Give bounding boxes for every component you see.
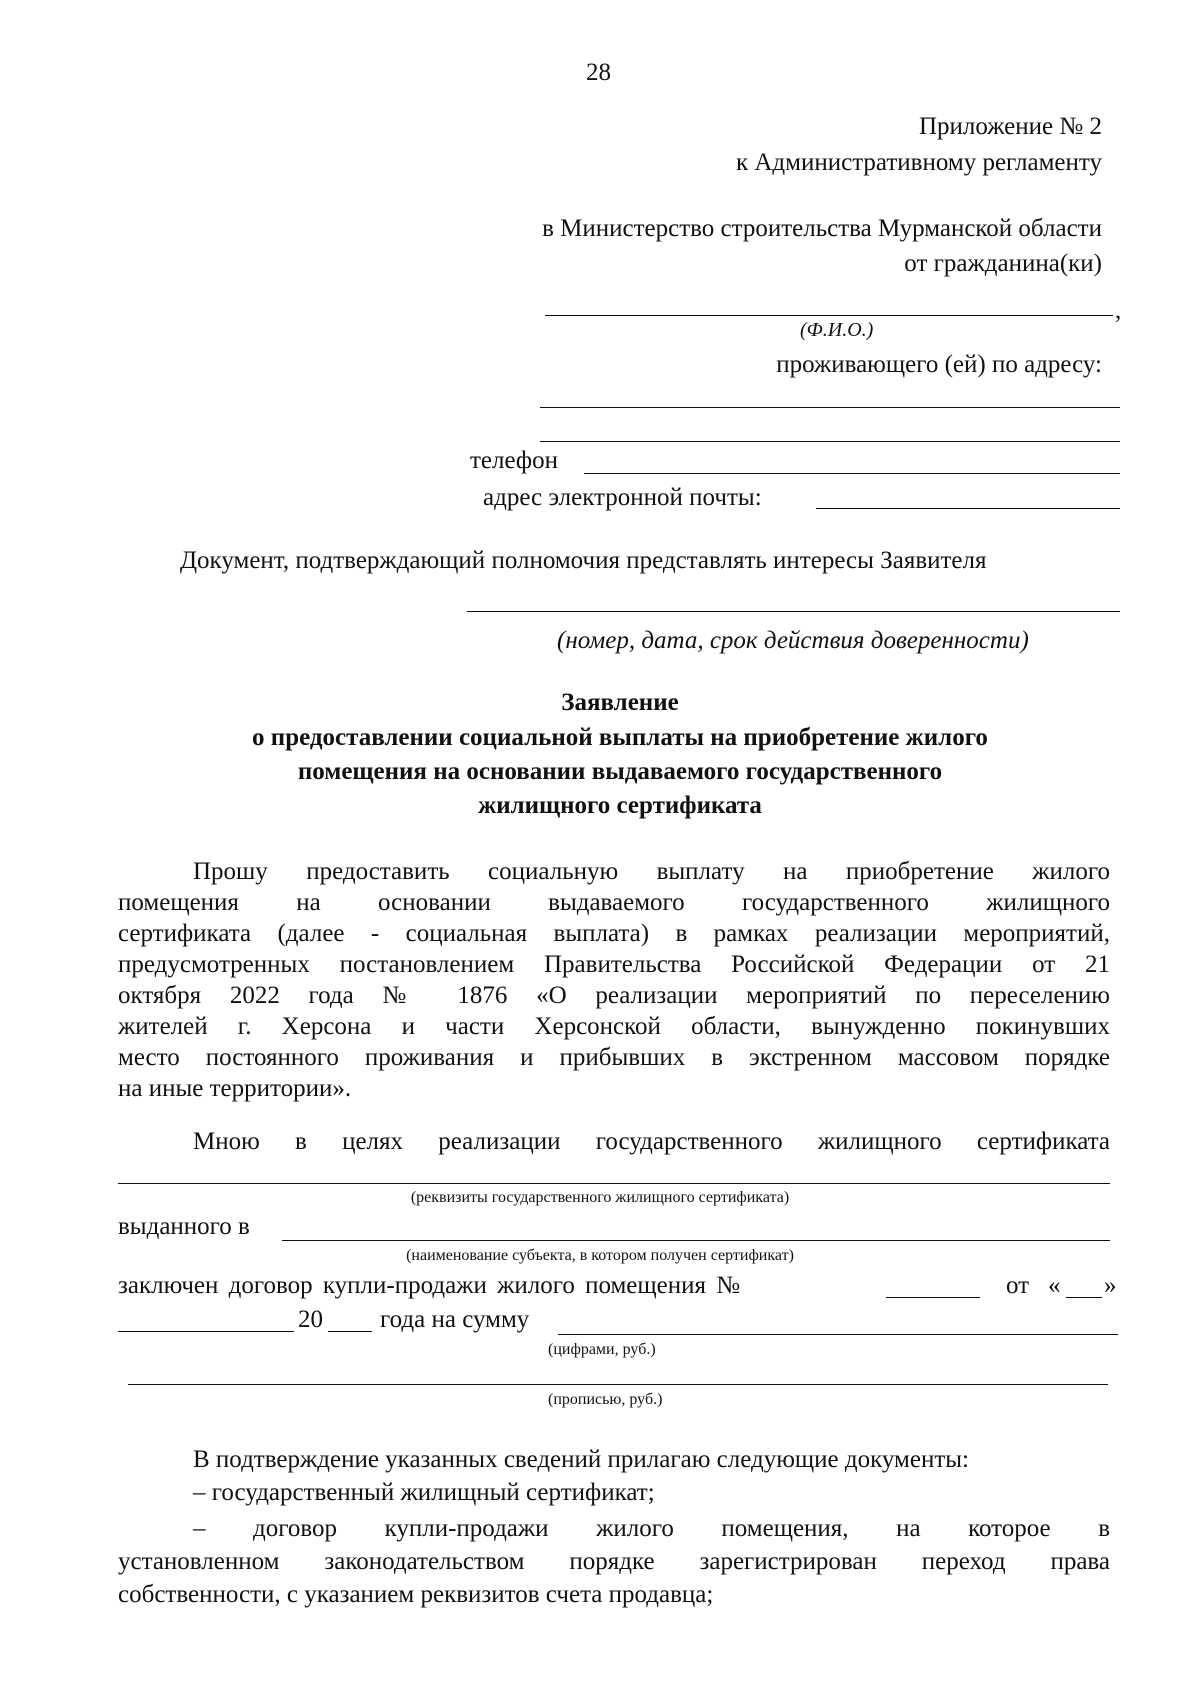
words-caption: (прописью, руб.) xyxy=(548,1391,663,1408)
paragraph-line: место постоянного проживания и прибывших в экстренном массовом порядке xyxy=(118,1044,1110,1071)
paragraph-line: сертификата (далее - социальная выплата) в рамках реализации мероприятий, xyxy=(118,920,1110,947)
contract-from-label: от xyxy=(1006,1272,1030,1299)
addressee-ministry: в Министерство строительства Мурманской области xyxy=(542,215,1102,242)
year-prefix: 20 xyxy=(298,1306,323,1333)
address-field-2[interactable] xyxy=(540,441,1120,442)
email-label: адрес электронной почты: xyxy=(483,484,762,511)
authority-field[interactable] xyxy=(467,611,1120,612)
certificate-details-field[interactable] xyxy=(118,1183,1110,1184)
addressee-from: от гражданина(ки) xyxy=(904,250,1102,277)
authority-label: Документ, подтверждающий полномочия представлять интересы Заявителя xyxy=(180,547,987,574)
documents-item-certificate: – государственный жилищный сертификат; xyxy=(193,1479,655,1506)
paragraph-request xyxy=(118,856,1110,1104)
paragraph-line: установленном законодательством порядке зарегистрирован переход права xyxy=(118,1548,1110,1575)
contract-text: заключен договор купли-продажи жилого помещения № xyxy=(118,1272,741,1299)
contract-month-field[interactable] xyxy=(118,1331,294,1332)
paragraph-line: на иные территории». xyxy=(118,1075,352,1102)
paragraph-line: помещения на основании выдаваемого государственного жилищного xyxy=(118,889,1110,916)
authority-caption: (номер, дата, срок действия доверенности) xyxy=(557,627,1029,654)
paragraph-line: собственности, с указанием реквизитов счета продавца; xyxy=(118,1581,714,1608)
quote-open: « xyxy=(1048,1272,1061,1299)
issued-subject-field[interactable] xyxy=(282,1240,1110,1241)
paragraph-line: октября 2022 года № 1876 «О реализации мероприятий по переселению xyxy=(118,982,1110,1009)
documents-item-contract xyxy=(118,1512,1110,1611)
paragraph-line: предусмотренных постановлением Правительства Российской Федерации от 21 xyxy=(118,951,1110,978)
contract-number-field[interactable] xyxy=(886,1297,980,1298)
title-line-4: жилищного сертификата xyxy=(478,792,762,819)
sum-digits-field[interactable] xyxy=(558,1334,1118,1335)
digits-caption: (цифрами, руб.) xyxy=(548,1341,656,1358)
email-field[interactable] xyxy=(816,508,1120,509)
fio-caption: (Ф.И.О.) xyxy=(800,319,874,341)
address-field-1[interactable] xyxy=(540,407,1120,408)
appendix-reference: к Административному регламенту xyxy=(735,149,1102,176)
fio-comma: , xyxy=(1115,297,1122,324)
issued-label: выданного в xyxy=(118,1213,250,1240)
paragraph-certificate xyxy=(118,1126,1110,1157)
page-number: 28 xyxy=(586,59,611,86)
paragraph-line: Мною в целях реализации государственного жилищного сертификата xyxy=(193,1128,1110,1155)
paragraph-line: – договор купли-продажи жилого помещения, на которое в xyxy=(193,1515,1110,1542)
year-suffix: года на сумму xyxy=(380,1306,530,1333)
sum-words-field[interactable] xyxy=(128,1384,1108,1385)
contract-year-field[interactable] xyxy=(328,1331,372,1332)
paragraph-line: жителей г. Херсона и части Херсонской области, вынужденно покинувших xyxy=(118,1013,1110,1040)
fio-field[interactable] xyxy=(545,315,1113,316)
title-line-2: о предоставлении социальной выплаты на приобретение жилого xyxy=(252,724,988,751)
appendix-number: Приложение № 2 xyxy=(918,113,1102,140)
residence-label: проживающего (ей) по адресу: xyxy=(776,351,1102,378)
phone-label: телефон xyxy=(470,447,558,474)
phone-field[interactable] xyxy=(584,473,1120,474)
contract-day-field[interactable] xyxy=(1066,1297,1102,1298)
title-line-3: помещения на основании выдаваемого государственного xyxy=(297,758,943,785)
documents-intro: В подтверждение указанных сведений прилагаю следующие документы: xyxy=(193,1446,970,1473)
subject-caption: (наименование субъекта, в котором получен сертификат) xyxy=(406,1247,794,1264)
quote-close: » xyxy=(1104,1272,1117,1299)
certificate-caption: (реквизиты государственного жилищного сертификата) xyxy=(410,1189,790,1206)
paragraph-line: Прошу предоставить социальную выплату на приобретение жилого xyxy=(193,858,1110,885)
title-line-1: Заявление xyxy=(561,689,679,716)
